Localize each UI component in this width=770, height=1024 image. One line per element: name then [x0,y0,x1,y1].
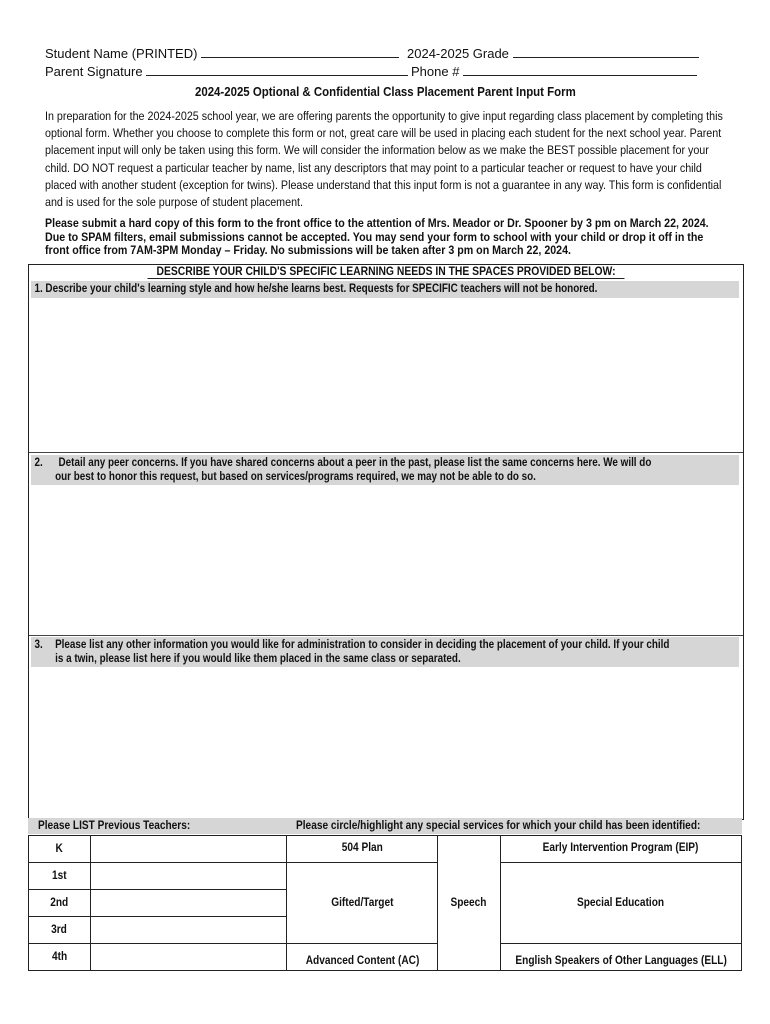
teacher-4th-field[interactable] [90,944,287,971]
service-gifted[interactable]: Gifted/Target [287,863,438,944]
service-504-plan[interactable]: 504 Plan [287,836,438,863]
question-3-prompt: 3. Please list any other information you would like for administration to consider in deciding the placement of your child. If your child is a twin, please list here if you would like them placed in the same class or separated. [31,637,739,667]
grade-field[interactable] [513,47,699,58]
teachers-and-services-section [28,818,742,970]
grade-k-label: K [29,836,91,863]
service-advanced-content[interactable]: Advanced Content (AC) [287,944,438,971]
parent-signature-label: Parent Signature [45,64,143,79]
parent-signature-field[interactable] [146,65,408,76]
question-1-answer-area[interactable] [31,299,739,451]
service-ell[interactable]: English Speakers of Other Languages (ELL) [500,944,741,971]
divider [29,452,743,453]
teacher-2nd-field[interactable] [90,890,287,917]
question-2-answer-area[interactable] [31,487,739,635]
divider [29,635,743,636]
special-services-header: Please circle/highlight any special services for which your child has been identified: [290,818,742,834]
learning-needs-heading: DESCRIBE YOUR CHILD'S SPECIFIC LEARNING NEEDS IN THE SPACES PROVIDED BELOW: [29,266,743,279]
submission-notice: Please submit a hard copy of this form to the front office to the attention of Mrs. Meador or Dr. Spooner by 3 pm on March 22, 2024. Due to SPAM filters, email submissions cannot be accepted. You may send your form to school with your child or drop it off in the front office from 7AM-3PM Monday – Friday. No submissions will be taken after 3 pm on March 22, 2024. [45,216,709,258]
grade-3rd-label: 3rd [29,917,91,944]
teacher-3rd-field[interactable] [90,917,287,944]
student-name-label: Student Name (PRINTED) [45,46,198,61]
teacher-k-field[interactable] [90,836,287,863]
grade-label: 2024-2025 Grade [407,46,509,61]
teachers-services-table [28,835,742,971]
intro-paragraph: In preparation for the 2024-2025 school year, we are offering parents the opportunity to give input regarding class placement by completing this optional form. Whether you choose to complete this form or not, great care will be used in placing each student for the next school year. Parent placement input will only be taken using this form. We will consider the information below as we make the BEST possible placement for your child. DO NOT request a particular teacher by name, list any descriptors that may point to a particular teacher or request to have your child placed with another student (exception for twins). Please understand that this input form is not a guarantee in any way. This form is confidential and is used for the sole purpose of student placement. [45,109,723,210]
grade-2nd-label: 2nd [29,890,91,917]
phone-field[interactable] [463,65,697,76]
question-2-prompt: 2. Detail any peer concerns. If you have shared concerns about a peer in the past, please list the same concerns here. We will do our best to honor this request, but based on services/programs required, we may not be able to do so. [31,455,739,485]
learning-needs-box [28,264,744,820]
question-3-answer-area[interactable] [31,669,739,817]
service-speech[interactable]: Speech [437,836,500,971]
form-title: 2024-2025 Optional & Confidential Class Placement Parent Input Form [194,84,576,99]
service-eip[interactable]: Early Intervention Program (EIP) [500,836,741,863]
phone-label: Phone # [411,64,460,79]
teacher-1st-field[interactable] [90,863,287,890]
grade-1st-label: 1st [29,863,91,890]
grade-4th-label: 4th [29,944,91,971]
student-name-field[interactable] [201,47,399,58]
service-special-education[interactable]: Special Education [500,863,741,944]
previous-teachers-header: Please LIST Previous Teachers: [28,818,300,834]
question-1-prompt: 1. Describe your child's learning style and how he/she learns best. Requests for SPECIFIC teachers will not be honored. [31,281,739,298]
